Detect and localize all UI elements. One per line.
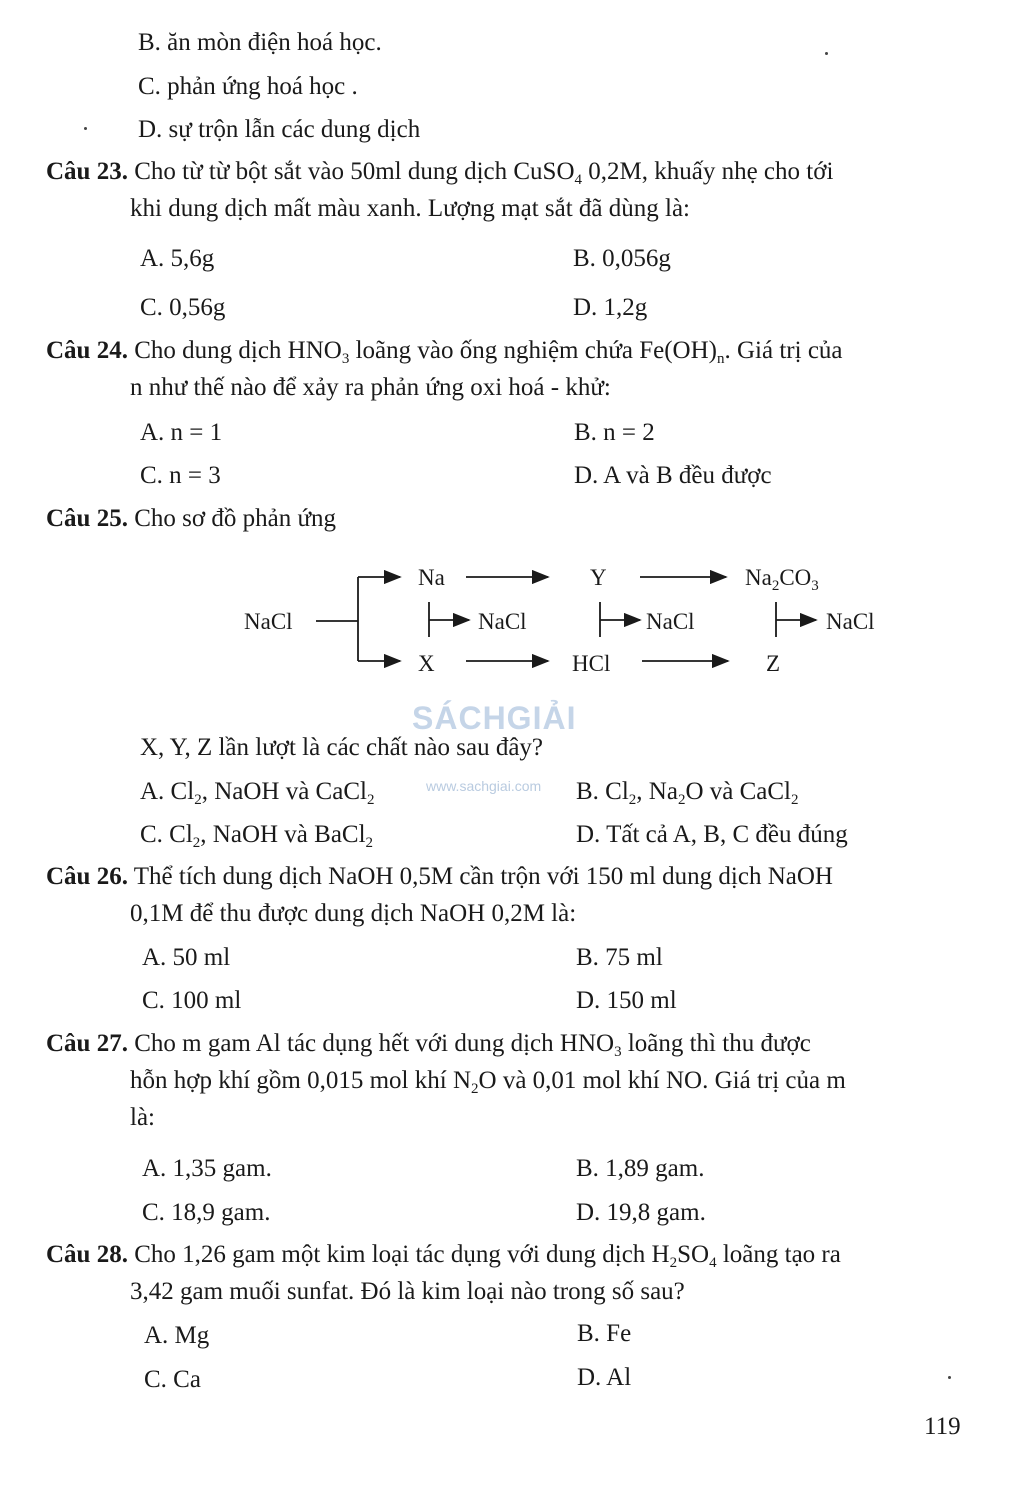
prev-option-b: B. ăn mòn điện hoá học.: [138, 29, 382, 56]
question-number: Câu 26.: [46, 863, 128, 890]
question-number: Câu 25.: [46, 505, 128, 532]
q23-option-c: C. 0,56g: [140, 294, 226, 321]
page-number: 119: [924, 1413, 961, 1440]
label-nacl-start: NaCl: [244, 609, 293, 634]
question-23: Câu 23. Cho từ từ bột sắt vào 50ml dung dịch CuSO$_4$ 0,2M, khuấy nhẹ cho tới khi dung dịch mất màu xanh. Lượng mạt sắt đã dùng là:: [46, 158, 834, 222]
question-number: Câu 24.: [46, 337, 128, 364]
q28-option-a: A. Mg: [144, 1322, 210, 1349]
q23-option-a: A. 5,6g: [140, 245, 215, 272]
reaction-diagram: [0, 550, 1024, 690]
label-na2co3: $Na_2CO_3$: [745, 565, 819, 594]
q24-option-c: C. n = 3: [140, 462, 221, 489]
scan-speck: [948, 1376, 951, 1379]
question-28: Câu 28. Cho 1,26 gam một kim loại tác dụng với dung dịch $H_2SO_4$ loãng tạo ra 3,42 gam muối sunfat. Đó là kim loại nào trong số sau?: [46, 1241, 841, 1305]
question-number: Câu 28.: [46, 1241, 128, 1268]
question-24: Câu 24. Cho dung dịch $HNO_3$ loãng vào ống nghiệm chứa $Fe(OH)_n$. Giá trị của n như thế nào để xảy ra phản ứng oxi hoá - khử:: [46, 337, 843, 401]
q25-question-line: X, Y, Z lần lượt là các chất nào sau đây?: [140, 734, 544, 761]
q27-option-d: D. 19,8 gam.: [576, 1199, 706, 1226]
watermark-brand: SÁCHGIẢI: [412, 700, 577, 736]
label-nacl-1: NaCl: [478, 609, 527, 634]
label-y: Y: [590, 565, 607, 590]
question-number: Câu 23.: [46, 158, 128, 185]
q27-option-a: A. 1,35 gam.: [142, 1155, 272, 1182]
q27-option-c: C. 18,9 gam.: [142, 1199, 271, 1226]
q25-option-d: D. Tất cả A, B, C đều đúng: [576, 821, 848, 848]
label-nacl-2: NaCl: [646, 609, 695, 634]
prev-option-d: D. sự trộn lẫn các dung dịch: [138, 116, 421, 143]
q25-option-b: B. $Cl_2$, $Na_2O$ và CaCl$_2$: [576, 778, 799, 808]
q23-option-d: D. 1,2g: [573, 294, 648, 321]
q28-option-d: D. Al: [577, 1364, 632, 1391]
label-nacl-3: NaCl: [826, 609, 875, 634]
q28-option-c: C. Ca: [144, 1366, 201, 1393]
q26-option-c: C. 100 ml: [142, 987, 242, 1014]
q27-option-b: B. 1,89 gam.: [576, 1155, 705, 1182]
q23-option-b: B. 0,056g: [573, 245, 671, 272]
q26-option-a: A. 50 ml: [142, 944, 231, 971]
scan-speck: [825, 52, 828, 55]
scan-speck: [84, 127, 87, 130]
watermark-url: www.sachgiai.com: [426, 778, 542, 794]
label-z: Z: [766, 651, 781, 676]
prev-option-c: C. phản ứng hoá học .: [138, 73, 358, 100]
q24-option-a: A. n = 1: [140, 419, 223, 446]
label-x: X: [418, 651, 435, 676]
label-na: Na: [418, 565, 445, 590]
question-25: Câu 25. Cho sơ đồ phản ứng: [46, 505, 336, 532]
q24-option-b: B. n = 2: [574, 419, 655, 446]
label-hcl: HCl: [572, 651, 611, 676]
question-number: Câu 27.: [46, 1030, 128, 1057]
q24-option-d: D. A và B đều được: [574, 462, 772, 489]
q25-option-a: A. $Cl_2$, NaOH và CaCl$_2$: [140, 778, 375, 808]
q26-option-b: B. 75 ml: [576, 944, 663, 971]
q28-option-b: B. Fe: [577, 1320, 632, 1347]
q25-option-c: C. $Cl_2$, NaOH và BaCl$_2$: [140, 821, 374, 851]
question-26: Câu 26. Thể tích dung dịch NaOH 0,5M cần trộn với 150 ml dung dịch NaOH 0,1M để thu được dung dịch NaOH 0,2M là:: [46, 863, 833, 927]
question-27: Câu 27. Cho m gam Al tác dụng hết với dung dịch $HNO_3$ loãng thì thu được hỗn hợp khí gồm 0,015 mol khí $N_2O$ và 0,01 mol khí NO. Giá trị của m là:: [46, 1030, 846, 1131]
q26-option-d: D. 150 ml: [576, 987, 677, 1014]
